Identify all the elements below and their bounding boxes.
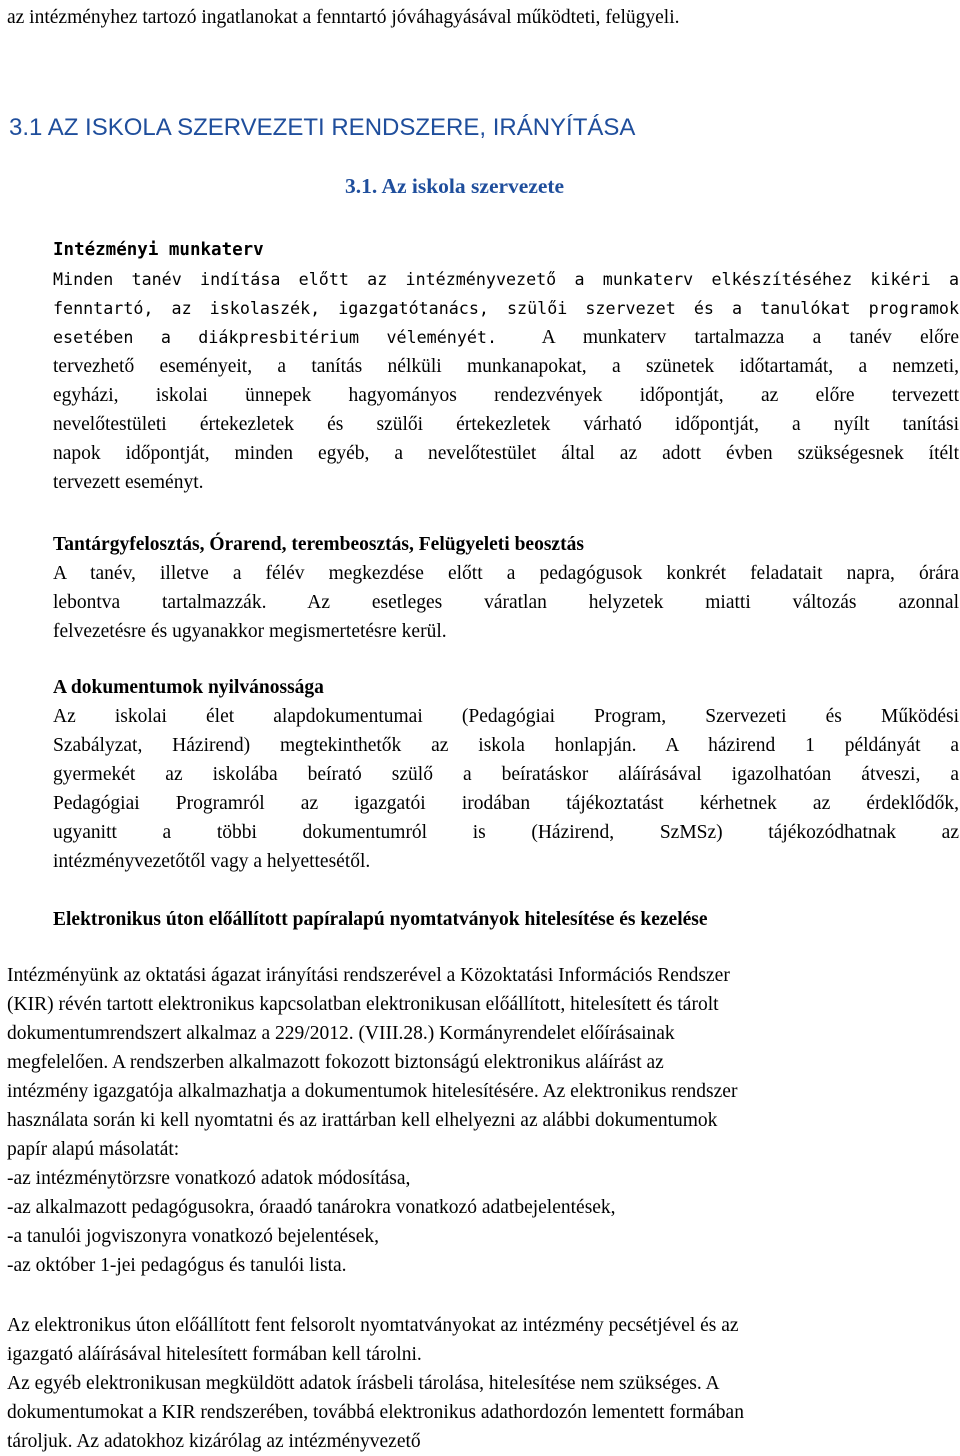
paragraph-line: megfelelően. A rendszerben alkalmazott fokozott biztonságú elektronikus aláírást az [7, 1052, 664, 1073]
paragraph-line: Minden tanév indítása előtt az intézményvezető a munkaterv elkészítéséhez kikéri a [53, 269, 959, 289]
tantargyfelosztas-title: Tantárgyfelosztás, Órarend, terembeosztás, Felügyeleti beosztás [53, 534, 584, 555]
paragraph-line: Pedagógiai Programról az igazgatói irodában tájékoztatást kérhetnek az érdeklődők, [53, 793, 959, 814]
paragraph-line: tervezhető eseményeit, a tanítás nélküli munkanapokat, a szünetek időtartamát, a nemzeti, [53, 356, 959, 377]
closing-section [7, 1311, 957, 1456]
paragraph-line: A tanév, illetve a félév megkezdése előtt a pedagógusok konkrét feladatait napra, órára [53, 563, 959, 584]
paragraph-line: Intézményünk az oktatási ágazat irányítási rendszerével a Közoktatási Információs Rendszer [7, 965, 730, 986]
paragraph-line: Az egyéb elektronikusan megküldött adatok írásbeli tárolása, hitelesítése nem szükséges. A [7, 1373, 720, 1394]
tantargyfelosztas-section [53, 530, 959, 646]
list-item: -a tanulói jogviszonyra vonatkozó bejelentések, [7, 1226, 380, 1247]
intro-text: az intézményhez tartozó ingatlanokat a fenntartó jóváhagyásával működteti, felügyeli. [7, 7, 680, 28]
paragraph-line: egyházi, iskolai ünnepek hagyományos rendezvények időpontját, az előre tervezett [53, 385, 959, 406]
dokumentumok-section [53, 673, 959, 876]
paragraph-line: intézmény igazgatója alkalmazhatja a dokumentumok hitelesítésére. Az elektronikus rendszer [7, 1081, 738, 1102]
list-item: -az október 1-jei pedagógus és tanulói lista. [7, 1255, 347, 1276]
paragraph-line: Szabályzat, Házirend) megtekinthetők az iskola honlapján. A házirend 1 példányát a [53, 735, 959, 756]
elektronikus-title: Elektronikus úton előállított papíralapú nyomtatványok hitelesítése és kezelése [53, 909, 708, 930]
paragraph-line-part: A munkaterv tartalmazza a tanév előre [541, 327, 960, 348]
munkaterv-title: Intézményi munkaterv [53, 240, 264, 260]
paragraph-line-part: esetében a diákpresbitérium véleményét. [53, 327, 498, 347]
elektronikus-section [7, 961, 937, 1280]
paragraph-line: intézményvezetőtől vagy a helyettesétől. [53, 851, 371, 872]
paragraph-line: ugyanitt a többi dokumentumról is (Házirend, SzMSz) tájékozódhatnak az [53, 822, 959, 843]
paragraph-line: Az iskolai élet alapdokumentumai (Pedagógiai Program, Szervezeti és Működési [53, 706, 959, 727]
paragraph-line: fenntartó, az iskolaszék, igazgatótanács, szülői szervezet és a tanulókat programok [53, 298, 959, 318]
paragraph-line: használata során ki kell nyomtatni és az irattárban kell elhelyezni az alábbi dokumentumok [7, 1110, 718, 1131]
paragraph-line: papír alapú másolatát: [7, 1139, 180, 1160]
paragraph-line: dokumentumrendszert alkalmaz a 229/2012. (VIII.28.) Kormányrendelet előírásainak [7, 1023, 675, 1044]
paragraph-line: (KIR) révén tartott elektronikus kapcsolatban elektronikusan előállított, hitelesített és tárolt [7, 994, 719, 1015]
paragraph-line: napok időpontját, minden egyéb, a nevelőtestület által az adott évben szükségesnek ítélt [53, 443, 959, 464]
paragraph-line: nevelőtestületi értekezletek és szülői értekezletek várható időpontját, a nyílt tanítási [53, 414, 959, 435]
subsection-heading: 3.1. Az iskola szervezete [345, 174, 565, 198]
paragraph-line [53, 323, 959, 352]
paragraph-line: lebontva tartalmazzák. Az esetleges váratlan helyzetek miatti változás azonnal [53, 592, 959, 613]
paragraph-line: igazgató aláírásával hitelesített formában kell tárolni. [7, 1344, 422, 1365]
munkaterv-section [53, 236, 959, 497]
paragraph-line: tároljuk. Az adatokhoz kizárólag az intézményvezető [7, 1431, 421, 1452]
paragraph-line: dokumentumokat a KIR rendszerében, továbbá elektronikus adathordozón lementett formában [7, 1402, 744, 1423]
paragraph-line: felvezetésre és ugyanakkor megismertetésre kerül. [53, 621, 447, 642]
paragraph-line: tervezett eseményt. [53, 472, 204, 493]
list-item: -az intézménytörzsre vonatkozó adatok módosítása, [7, 1168, 411, 1189]
paragraph-line: Az elektronikus úton előállított fent felsorolt nyomtatványokat az intézmény pecsétjével és az [7, 1315, 739, 1336]
section-heading: 3.1 AZ ISKOLA SZERVEZETI RENDSZERE, IRÁNYÍTÁSA [9, 114, 636, 141]
dokumentumok-title: A dokumentumok nyilvánossága [53, 677, 324, 698]
paragraph-line: gyermekét az iskolába beírató szülő a beíratáskor aláírásával igazolhatóan átveszi, a [53, 764, 959, 785]
list-item: -az alkalmazott pedagógusokra, óraadó tanárokra vonatkozó adatbejelentések, [7, 1197, 616, 1218]
